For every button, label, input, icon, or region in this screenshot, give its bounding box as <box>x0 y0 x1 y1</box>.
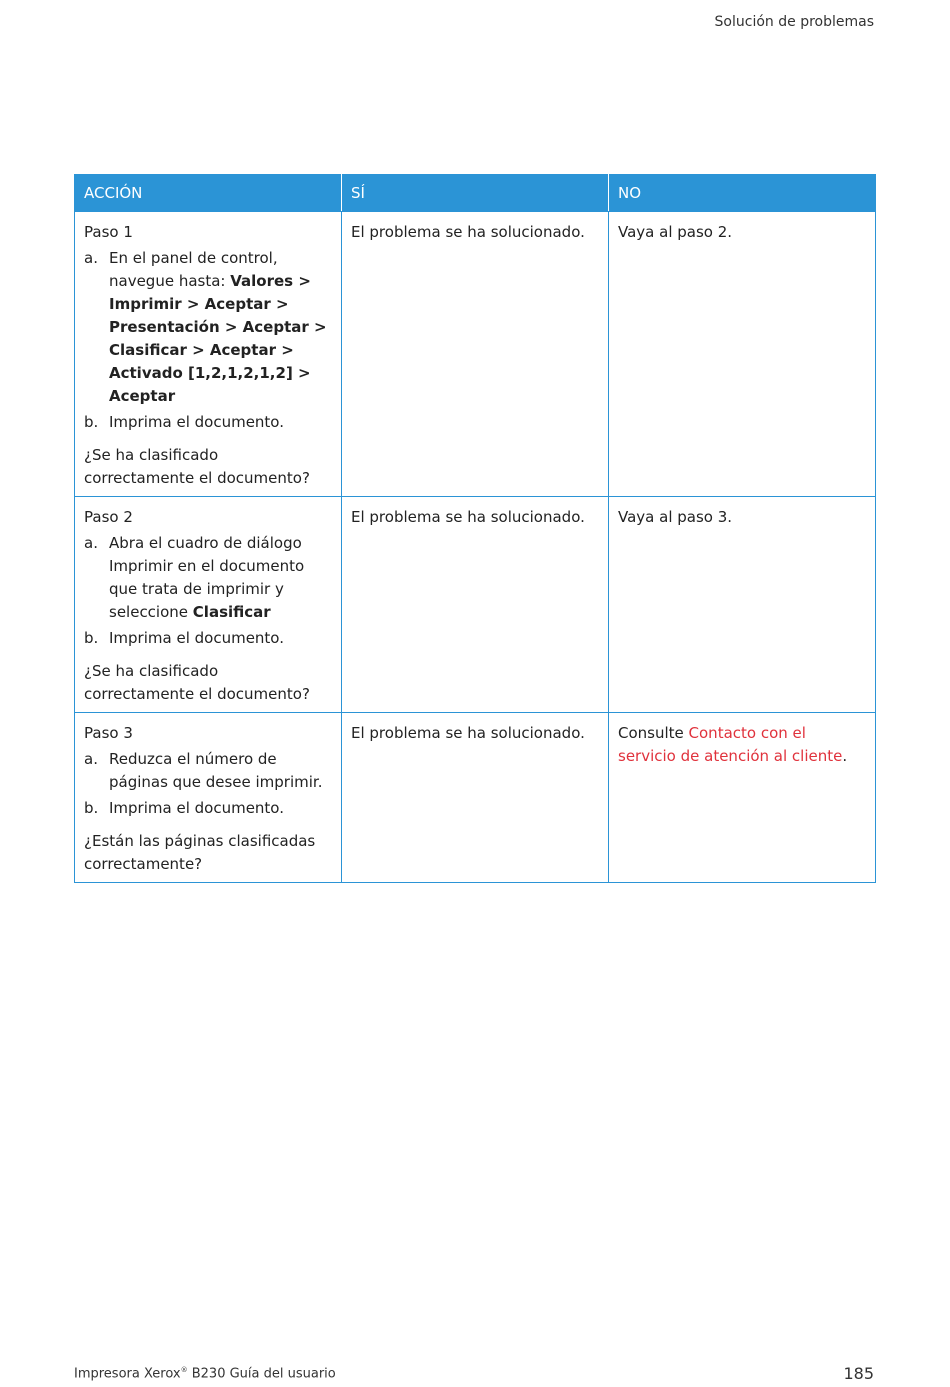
column-header-no: NO <box>609 175 876 212</box>
step-question: ¿Se ha clasificado correctamente el documento? <box>84 662 310 703</box>
step-title: Paso 1 <box>84 223 133 241</box>
running-header: Solución de problemas <box>714 14 874 30</box>
option-name: Clasificar <box>192 603 271 621</box>
step-list <box>84 532 332 650</box>
list-letter: b. <box>84 413 99 431</box>
registered-mark: ® <box>180 1366 188 1374</box>
list-item <box>84 532 332 624</box>
no-cell <box>609 497 876 713</box>
yes-text: El problema se ha solucionado. <box>351 508 585 526</box>
no-cell <box>609 713 876 883</box>
table-row <box>75 212 876 497</box>
step-question: ¿Se ha clasificado correctamente el documento? <box>84 446 310 487</box>
no-text: Consulte <box>618 724 689 742</box>
yes-text: El problema se ha solucionado. <box>351 223 585 241</box>
item-text: En el panel de control, navegue hasta: <box>109 249 278 290</box>
yes-text: El problema se ha solucionado. <box>351 724 585 742</box>
action-cell <box>75 713 342 883</box>
step-list <box>84 748 332 820</box>
list-letter: a. <box>84 249 98 267</box>
yes-cell <box>342 713 609 883</box>
list-letter: a. <box>84 750 98 768</box>
list-item <box>84 627 332 650</box>
step-title: Paso 2 <box>84 508 133 526</box>
step-list <box>84 247 332 434</box>
troubleshooting-table <box>74 174 876 883</box>
table-row <box>75 713 876 883</box>
item-text: Imprima el documento. <box>109 413 284 431</box>
yes-cell <box>342 497 609 713</box>
no-cell <box>609 212 876 497</box>
list-item <box>84 797 332 820</box>
action-cell <box>75 212 342 497</box>
step-title: Paso 3 <box>84 724 133 742</box>
table-header-row <box>75 175 876 212</box>
no-suffix: . <box>842 747 848 765</box>
page-number: 185 <box>843 1364 874 1383</box>
menu-path: Valores > Imprimir > Aceptar > Presentación > Aceptar > Clasificar > Aceptar > Activado [1,2,1,2,1,2] > Aceptar <box>109 272 327 405</box>
column-header-yes: SÍ <box>342 175 609 212</box>
step-question: ¿Están las páginas clasificadas correctamente? <box>84 832 316 873</box>
list-letter: b. <box>84 799 99 817</box>
list-letter: b. <box>84 629 99 647</box>
list-item <box>84 748 332 794</box>
footer-title <box>74 1366 336 1381</box>
list-item <box>84 247 332 408</box>
no-text: Vaya al paso 3. <box>618 508 733 526</box>
item-text: Imprima el documento. <box>109 629 284 647</box>
yes-cell <box>342 212 609 497</box>
action-cell <box>75 497 342 713</box>
footer-brand: Impresora Xerox <box>74 1366 181 1382</box>
item-text: Imprima el documento. <box>109 799 284 817</box>
item-text: Reduzca el número de páginas que desee imprimir. <box>109 750 323 791</box>
footer-guide: B230 Guía del usuario <box>187 1366 336 1382</box>
no-text: Vaya al paso 2. <box>618 223 733 241</box>
item-text: Abra el cuadro de diálogo Imprimir en el documento que trata de imprimir y seleccione <box>109 534 305 621</box>
customer-support-link[interactable]: Contacto con el servicio de atención al cliente <box>618 724 843 765</box>
list-item <box>84 411 332 434</box>
column-header-action: ACCIÓN <box>75 175 342 212</box>
list-letter: a. <box>84 534 98 552</box>
table-row <box>75 497 876 713</box>
